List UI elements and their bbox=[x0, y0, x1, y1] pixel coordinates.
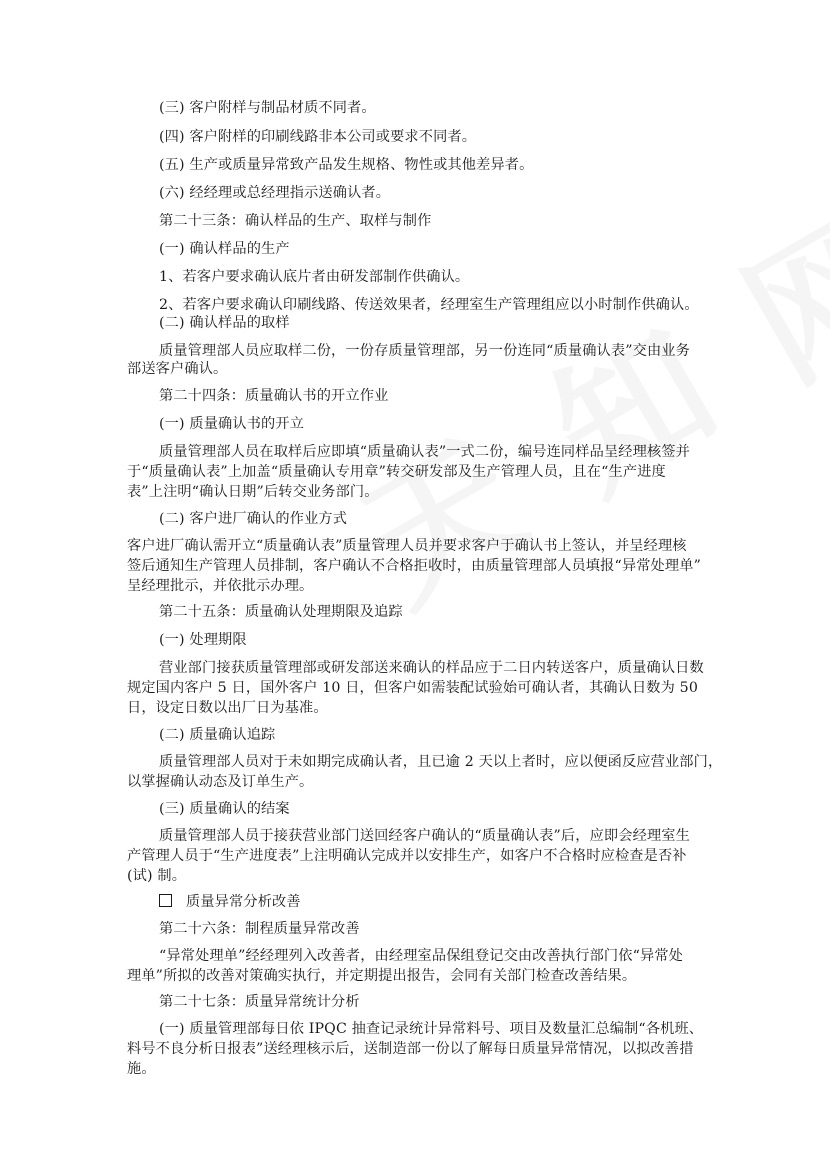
paragraph-line: 质量管理部人员于接获营业部门送回经客户确认的“质量确认表”后，应即会经理室生 bbox=[159, 828, 690, 844]
article-heading: 第二十七条：质量异常统计分析 bbox=[159, 994, 360, 1010]
paragraph-line: 施。 bbox=[127, 1061, 156, 1077]
paragraph-line: 以掌握确认动态及订单生产。 bbox=[127, 774, 314, 790]
paragraph-line: (一) 质量管理部每日依 IPQC 抽查记录统计异常料号、项目及数量汇总编制“各机班、 bbox=[159, 1021, 704, 1037]
sub-heading: (二) 质量确认追踪 bbox=[159, 727, 276, 743]
sub-heading: (一) 确认样品的生产 bbox=[159, 241, 290, 257]
clause-item: 2、若客户要求确认印刷线路、传送效果者，经理室生产管理组应以小时制作供确认。 bbox=[159, 297, 699, 313]
clause-item: 1、若客户要求确认底片者由研发部制作供确认。 bbox=[159, 269, 470, 285]
article-heading: 第二十六条：制程质量异常改善 bbox=[159, 921, 360, 937]
paragraph-line: 质量管理部人员在取样后应即填“质量确认表”一式二份，编号连同样品呈经理核签并 bbox=[159, 444, 690, 460]
paragraph-line: 料号不良分析日报表”送经理核示后，送制造部一份以了解每日质量异常情况，以拟改善措 bbox=[127, 1041, 694, 1057]
section-heading bbox=[159, 893, 301, 911]
sub-heading: (二) 客户进厂确认的作业方式 bbox=[159, 511, 348, 527]
paragraph-line: 质量管理部人员应取样二份，一份存质量管理部，另一份连同“质量确认表”交由业务 bbox=[159, 343, 690, 359]
article-heading: 第二十三条：确认样品的生产、取样与制作 bbox=[159, 213, 432, 229]
clause-item: (六) 经经理或总经理指示送确认者。 bbox=[159, 185, 391, 201]
paragraph-line: 客户进厂确认需开立“质量确认表”质量管理人员并要求客户于确认书上签认，并呈经理核 bbox=[127, 538, 687, 554]
clause-item: (四) 客户附样的印刷线路非本公司或要求不同者。 bbox=[159, 129, 477, 145]
checkbox-square-icon bbox=[159, 894, 172, 907]
paragraph-line: 营业部门接获质量管理部或研发部送来确认的样品应于二日内转送客户，质量确认日数 bbox=[159, 660, 704, 676]
paragraph-line: 理单”所拟的改善对策确实执行，并定期提出报告，会同有关部门检查改善结果。 bbox=[127, 968, 637, 984]
article-heading: 第二十四条：质量确认书的开立作业 bbox=[159, 388, 389, 404]
paragraph-line: 签后通知生产管理人员排制，客户确认不合格拒收时，由质量管理部人员填报“异常处理单” bbox=[127, 558, 701, 574]
paragraph-line: 于“质量确认表”上加盖“质量确认专用章”转交研发部及生产管理人员，且在“生产进度 bbox=[127, 464, 666, 480]
paragraph-line: 部送客户确认。 bbox=[127, 361, 228, 377]
article-heading: 第二十五条：质量确认处理期限及追踪 bbox=[159, 604, 403, 620]
sub-heading: (一) 质量确认书的开立 bbox=[159, 416, 305, 432]
sub-heading: (一) 处理期限 bbox=[159, 632, 247, 648]
paragraph-line: 质量管理部人员对于未如期完成确认者，且已逾 2 天以上者时，应以便函反应营业部门， bbox=[159, 754, 723, 770]
paragraph-line: 规定国内客户 5 日，国外客户 10 日，但客户如需装配试验始可确认者，其确认日数为 50 bbox=[127, 680, 698, 696]
paragraph-line: (试) 制。 bbox=[127, 868, 187, 884]
clause-item: (三) 客户附样与制品材质不同者。 bbox=[159, 100, 376, 116]
sub-heading: (二) 确认样品的取样 bbox=[159, 315, 290, 331]
clause-item: (五) 生产或质量异常致产品发生规格、物性或其他差异者。 bbox=[159, 157, 534, 173]
paragraph-line: 日，设定日数以出厂日为基准。 bbox=[127, 700, 328, 716]
paragraph-line: 表”上注明“确认日期”后转交业务部门。 bbox=[127, 484, 379, 500]
paragraph-line: 呈经理批示，并依批示办理。 bbox=[127, 578, 314, 594]
paragraph-line: 产管理人员于“生产进度表”上注明确认完成并以安排生产，如客户不合格时应检查是否补 bbox=[127, 848, 687, 864]
sub-heading: (三) 质量确认的结案 bbox=[159, 801, 290, 817]
paragraph-line: “异常处理单”经经理列入改善者，由经理室品保组登记交由改善执行部门依“异常处 bbox=[159, 948, 684, 964]
section-heading-text: 质量异常分析改善 bbox=[186, 894, 301, 910]
